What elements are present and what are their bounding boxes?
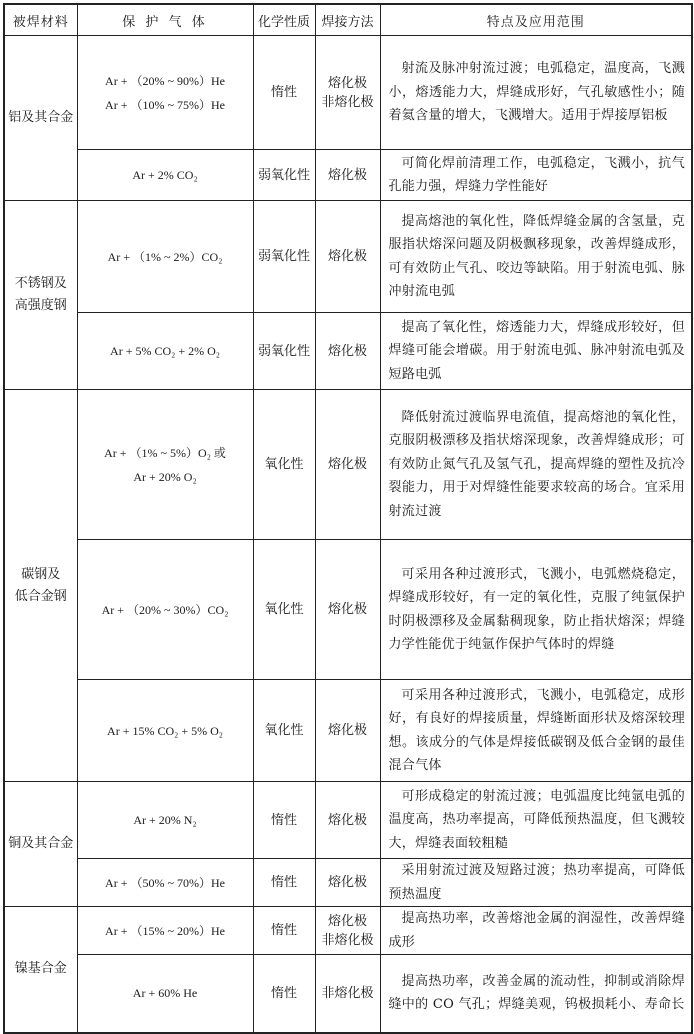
table-row [4, 955, 692, 1033]
material-cell [4, 907, 77, 1033]
gas-cell [77, 907, 253, 955]
gas-cell [77, 150, 253, 201]
table-row [4, 201, 692, 313]
text-line: 高强度钢 [14, 298, 67, 313]
method-line: 非熔化极 [321, 985, 374, 1001]
chem-cell: 弱氧化性 [253, 150, 315, 201]
text-line: Ar + （20% ~ 90%）He [105, 73, 225, 88]
desc-cell: 降低射流过渡临界电流值，提高熔池的氧化性，克服阴极漂移及指状熔深现象，改善焊缝成形；可有效防止氮气孔及氢气孔，提高焊缝的塑性及抗冷裂能力，用于对焊缝性能要求较高的场合。宜采用射流过渡 [380, 390, 692, 540]
method-cell [315, 313, 380, 390]
chem-cell: 弱氧化性 [253, 201, 315, 313]
material-cell [4, 782, 77, 907]
table-row [4, 36, 692, 150]
text-line: Ar + （15% ~ 20%）He [105, 923, 225, 938]
desc-cell: 提高热功率，改善熔池金属的润湿性，改善焊缝成形 [380, 907, 692, 955]
desc-cell: 可采用各种过渡形式，飞溅小，电弧燃烧稳定，焊缝成形较好，有一定的氧化性，克服了纯氩保护时阴极漂移及金属黏稠现象，防止指状熔深；焊缝力学性能优于纯氩作保护气体时的焊缝 [380, 540, 692, 680]
material-cell [4, 201, 77, 390]
header-chem: 化学性质 [253, 4, 315, 36]
method-line: 熔化极 [327, 167, 367, 183]
chem-cell: 惰性 [253, 907, 315, 955]
gas-cell [77, 782, 253, 859]
text-line: Ar + 2% CO₂ [132, 168, 198, 182]
text-line: 镍基合金 [14, 961, 67, 977]
material-cell [4, 36, 77, 201]
method-line: 非熔化极 [321, 932, 374, 948]
chem-cell: 弱氧化性 [253, 313, 315, 390]
table-row [4, 680, 692, 782]
method-line: 熔化极 [327, 812, 367, 828]
material-cell [4, 390, 77, 782]
chem-cell: 惰性 [253, 955, 315, 1033]
desc-cell: 采用射流过渡及短路过渡；热功率提高，可降低预热温度 [380, 859, 692, 907]
method-cell [315, 390, 380, 540]
method-cell [315, 150, 380, 201]
table-row [4, 313, 692, 390]
chem-cell: 惰性 [253, 36, 315, 150]
text-line: Ar + 20% N₂ [133, 813, 197, 827]
desc-cell: 可形成稳定的射流过渡；电弧温度比纯氩电弧的温度高，热功率提高，可降低预热温度，但飞溅较大，焊缝表面较粗糙 [380, 782, 692, 859]
gas-cell [77, 680, 253, 782]
desc-cell: 提高热功率，改善金属的流动性，抑制或消除焊缝中的 CO 气孔；焊缝美观，钨极损耗小、寿命长 [380, 955, 692, 1033]
method-cell [315, 859, 380, 907]
method-line: 熔化极 [327, 723, 367, 738]
text-line: Ar + （20% ~ 30%）CO₂ [101, 602, 229, 617]
table-row [4, 540, 692, 680]
method-cell [315, 201, 380, 313]
header-row [4, 4, 692, 36]
text-line: Ar + 5% CO₂ + 2% O₂ [110, 344, 220, 358]
chem-cell: 惰性 [253, 782, 315, 859]
table-row [4, 907, 692, 955]
method-cell [315, 782, 380, 859]
gas-cell [77, 36, 253, 150]
gas-cell [77, 390, 253, 540]
method-line: 熔化极 [327, 75, 367, 91]
chem-cell: 惰性 [253, 859, 315, 907]
header-method: 焊接方法 [315, 4, 380, 36]
gas-cell [77, 540, 253, 680]
header-gas: 保 护 气 体 [77, 4, 253, 36]
desc-cell: 可简化焊前清理工作，电弧稳定，飞溅小，抗气孔能力强，焊缝力学性能好 [380, 150, 692, 201]
text-line: Ar + 15% CO₂ + 5% O₂ [107, 723, 223, 738]
header-desc: 特点及应用范围 [380, 4, 692, 36]
desc-cell: 提高熔池的氧化性，降低焊缝金属的含氢量，克服指状熔深问题及阴极飘移现象，改善焊缝成形，可有效防止气孔、咬边等缺陷。用于射流电弧、脉冲射流电弧 [380, 201, 692, 313]
table-row [4, 390, 692, 540]
desc-cell: 射流及脉冲射流过渡；电弧稳定，温度高，飞溅小，熔透能力大，焊缝成形好，气孔敏感性小；随着氦含量的增大，飞溅增大。适用于焊接厚铝板 [380, 36, 692, 150]
method-cell [315, 907, 380, 955]
text-line: Ar + （1% ~ 2%）CO₂ [107, 249, 223, 264]
method-line: 熔化极 [327, 602, 367, 617]
table-row [4, 150, 692, 201]
chem-cell: 氧化性 [253, 390, 315, 540]
chem-cell: 氧化性 [253, 680, 315, 782]
text-line: 不锈钢及 [14, 276, 67, 291]
text-line: Ar + 20% O₂ [133, 469, 197, 484]
method-cell [315, 540, 380, 680]
text-line: 碳钢及 [21, 566, 61, 582]
text-line: 铝及其合金 [8, 110, 74, 125]
gas-cell [77, 201, 253, 313]
header-material: 被焊材料 [4, 4, 77, 36]
text-line: Ar + （10% ~ 75%）He [105, 97, 225, 112]
method-line: 熔化极 [327, 913, 367, 929]
method-line: 熔化极 [327, 875, 367, 890]
desc-cell: 可采用各种过渡形式，飞溅小，电弧稳定，成形好，有良好的焊接质量，焊缝断面形状及熔深较理想。该成分的气体是焊接低碳钢及低合金钢的最佳混合气体 [380, 680, 692, 782]
gas-cell [77, 955, 253, 1033]
method-line: 熔化极 [327, 343, 367, 359]
method-cell [315, 36, 380, 150]
text-line: Ar + 60% He [132, 986, 198, 1001]
desc-cell: 提高了氧化性，熔透能力大，焊缝成形较好，但焊缝可能会增碳。用于射流电弧、脉冲射流电弧及短路电弧 [380, 313, 692, 390]
table-wrapper [3, 3, 691, 1020]
method-line: 非熔化极 [321, 94, 374, 110]
text-line: 铜及其合金 [8, 836, 74, 851]
shielding-gas-table [3, 3, 693, 1034]
gas-cell [77, 313, 253, 390]
method-cell [315, 680, 380, 782]
text-line: 低合金钢 [14, 588, 67, 604]
method-line: 熔化极 [327, 457, 367, 472]
table-row [4, 859, 692, 907]
method-line: 熔化极 [327, 249, 367, 264]
gas-cell [77, 859, 253, 907]
table-row [4, 782, 692, 859]
chem-cell: 氧化性 [253, 540, 315, 680]
text-line: Ar + （1% ~ 5%）O₂ 或 [104, 445, 226, 460]
method-cell [315, 955, 380, 1033]
text-line: Ar + （50% ~ 70%）He [105, 875, 225, 890]
